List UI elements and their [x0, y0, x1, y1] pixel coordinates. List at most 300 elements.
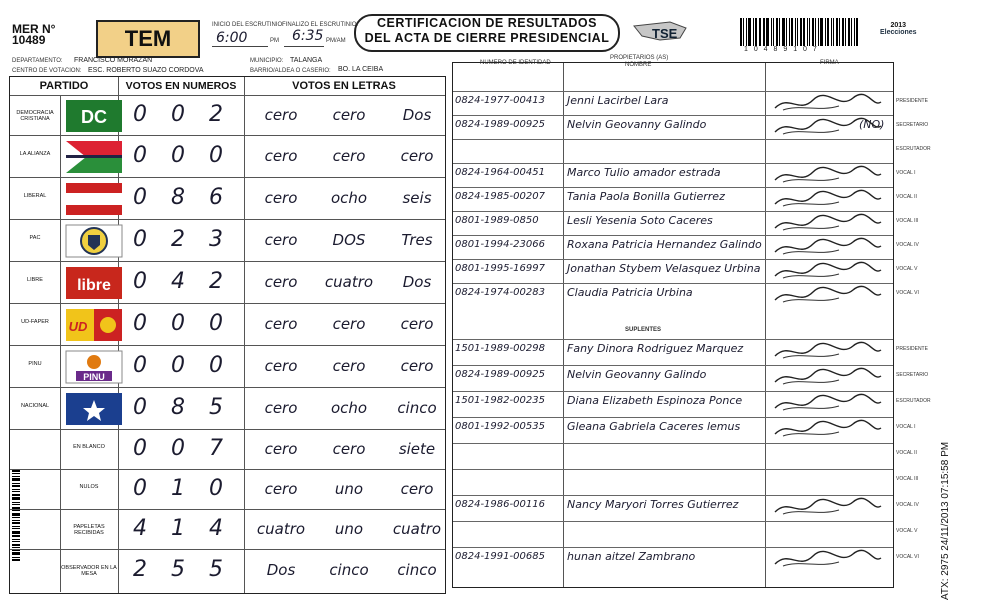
municipio-value: TALANGA	[290, 57, 323, 64]
official-row	[453, 259, 893, 282]
vote-word: cuatro	[324, 273, 374, 291]
signature-icon	[769, 212, 887, 234]
vote-digit: 2	[209, 269, 223, 294]
bar	[12, 547, 20, 548]
official-name: Fany Dinora Rodriguez Marquez	[567, 342, 744, 355]
official-note: (NO)	[859, 118, 885, 131]
col-divider	[60, 346, 61, 388]
official-name: Nancy Maryori Torres Gutierrez	[567, 498, 739, 511]
vote-digit: 0	[171, 143, 185, 168]
inicio-time: 6:00	[216, 30, 248, 46]
header-propietarios: PROPIETARIOS (AS)	[610, 55, 669, 61]
vote-digit: 8	[171, 185, 185, 210]
signature-icon	[769, 236, 887, 258]
vote-digit: 1	[171, 476, 185, 501]
vote-digit: 4	[209, 516, 223, 541]
signature-icon	[769, 548, 887, 570]
role-label: VOCAL V	[896, 266, 918, 272]
tse-logo	[630, 18, 690, 52]
bar	[786, 18, 787, 46]
bar	[820, 18, 823, 46]
vote-digit: 0	[171, 311, 185, 336]
bar	[854, 18, 855, 46]
signature-icon	[769, 366, 887, 388]
official-row	[453, 495, 893, 518]
role-label: VOCAL I	[896, 170, 916, 176]
role-label: VOCAL V	[896, 528, 918, 534]
header-identidad: NUMERO DE IDENTIDAD	[480, 60, 551, 66]
bar	[12, 485, 20, 487]
bar	[760, 18, 761, 46]
vote-word: cero	[264, 147, 298, 165]
identity-number: 0824-1977-00413	[455, 95, 545, 106]
party-name: NACIONAL	[20, 403, 50, 409]
bar	[763, 18, 765, 46]
vote-digit: 0	[171, 102, 185, 127]
bar	[779, 18, 780, 46]
results-row	[10, 135, 445, 178]
identity-number: 0824-1986-00116	[455, 499, 545, 510]
bar	[812, 18, 814, 46]
centro-value: ESC. ROBERTO SUAZO CORDOVA	[88, 67, 204, 74]
official-name: Jonathan Stybem Velasquez Urbina	[567, 262, 761, 275]
vote-word: cero	[264, 106, 298, 124]
official-name: Nelvin Geovanny Galindo	[567, 118, 707, 131]
official-name: Gleana Gabriela Caceres lemus	[567, 420, 741, 433]
vote-digit: 0	[133, 269, 147, 294]
official-name: Roxana Patricia Hernandez Galindo	[567, 238, 762, 251]
honduras-map-icon	[630, 18, 690, 52]
role-label: VOCAL VI	[896, 554, 919, 560]
official-row	[453, 115, 893, 138]
role-label: VOCAL VI	[896, 290, 919, 296]
bar	[771, 18, 772, 46]
party-name: DEMOCRACIA CRISTIANA	[16, 110, 54, 122]
results-row	[10, 261, 445, 304]
dc-logo-icon	[62, 98, 126, 134]
vote-digit: 5	[209, 557, 223, 582]
signature-icon	[769, 392, 887, 414]
vote-word: cero	[264, 315, 298, 333]
bar	[12, 557, 20, 558]
vote-word: Dos	[266, 561, 296, 579]
role-label: VOCAL IV	[896, 242, 919, 248]
official-row	[453, 139, 893, 162]
role-label: VOCAL III	[896, 476, 919, 482]
party-name: OBSERVADOR EN LA MESA	[61, 565, 117, 577]
bar	[740, 18, 742, 46]
bar	[12, 504, 20, 505]
vote-word: ocho	[330, 189, 368, 207]
identity-number: 0824-1974-00283	[455, 287, 545, 298]
vote-digit: 0	[133, 185, 147, 210]
bar	[803, 18, 805, 46]
bar	[748, 18, 751, 46]
official-name: Diana Elizabeth Espinoza Ponce	[567, 394, 743, 407]
role-label: PRESIDENTE	[896, 98, 928, 104]
bar	[743, 18, 744, 46]
bar	[12, 528, 20, 529]
official-name: hunan aitzel Zambrano	[567, 550, 696, 563]
inicio-line	[212, 46, 268, 47]
svg-text:DC: DC	[81, 107, 107, 127]
bar	[782, 18, 785, 46]
vote-digit: 5	[171, 557, 185, 582]
results-row	[10, 95, 445, 136]
bar	[12, 526, 20, 527]
official-row	[453, 443, 893, 466]
bar	[746, 18, 747, 46]
suplentes-heading: SUPLENTES	[625, 327, 662, 333]
bar	[12, 522, 20, 524]
bar	[795, 18, 796, 46]
vote-word: seis	[402, 189, 432, 207]
vote-word: cero	[332, 357, 366, 375]
results-row	[10, 177, 445, 220]
nacional-flag-icon	[62, 391, 126, 427]
col-divider	[60, 136, 61, 178]
vote-word: cinco	[397, 399, 437, 417]
vote-word: cero	[332, 315, 366, 333]
role-label: VOCAL III	[896, 218, 919, 224]
results-row	[10, 469, 445, 510]
title-line-2: DEL ACTA DE CIERRE PRESIDENCIAL	[364, 31, 610, 45]
liberal-flag-icon	[62, 181, 126, 217]
signature-icon	[769, 496, 887, 518]
tse-text: TSE	[652, 26, 678, 41]
results-row	[10, 429, 445, 470]
bar	[12, 552, 20, 555]
vote-digit: 0	[209, 353, 223, 378]
vote-digit: 4	[133, 516, 147, 541]
vote-word: Tres	[401, 231, 433, 249]
col-divider	[60, 470, 61, 510]
role-label: SECRETARIO	[896, 122, 929, 128]
bar	[800, 18, 803, 46]
vote-digit: 0	[133, 311, 147, 336]
official-row	[453, 521, 893, 544]
official-row	[453, 235, 893, 258]
vote-word: Dos	[402, 106, 432, 124]
vote-digit: 0	[133, 436, 147, 461]
elecciones-text: Elecciones	[880, 29, 917, 36]
role-label: VOCAL IV	[896, 502, 919, 508]
bar	[827, 18, 829, 46]
official-row	[453, 187, 893, 210]
vote-digit: 0	[209, 311, 223, 336]
official-row	[453, 391, 893, 414]
identity-number: 0801-1995-16997	[455, 263, 545, 274]
role-label: PRESIDENTE	[896, 346, 928, 352]
signature-icon	[769, 116, 887, 138]
vote-word: cero	[400, 480, 434, 498]
bar	[848, 18, 850, 46]
results-row	[10, 345, 445, 388]
bar	[12, 491, 20, 492]
results-row	[10, 387, 445, 430]
timestamp-stamp: ATX: 2975 24/11/2013 07:15:58 PM	[940, 441, 951, 600]
signature-icon	[769, 340, 887, 362]
bar	[12, 541, 20, 542]
signature-icon	[769, 260, 887, 282]
official-name: Tania Paola Bonilla Gutierrez	[567, 190, 725, 203]
col-divider	[60, 388, 61, 430]
official-row	[453, 211, 893, 234]
vote-word: Dos	[402, 273, 432, 291]
tem-box: TEM	[96, 20, 200, 58]
bar	[809, 18, 810, 46]
vote-digit: 0	[209, 476, 223, 501]
role-label: SECRETARIO	[896, 372, 929, 378]
identity-number: 0824-1991-00685	[455, 551, 545, 562]
vote-digit: 1	[171, 516, 185, 541]
final-time: 6:35	[292, 28, 324, 44]
pm-label: PM	[270, 38, 279, 44]
vote-digit: 0	[133, 143, 147, 168]
bar	[825, 18, 826, 46]
col-divider	[60, 550, 61, 592]
bar	[12, 502, 20, 503]
bar	[12, 539, 20, 540]
vote-word: cero	[264, 189, 298, 207]
bar	[12, 520, 20, 521]
vote-digit: 6	[209, 185, 223, 210]
official-row	[453, 91, 893, 114]
bar	[791, 18, 793, 46]
vote-word: cinco	[329, 561, 369, 579]
col-divider	[60, 220, 61, 262]
official-name: Lesli Yesenia Soto Caceres	[567, 214, 713, 227]
bar	[12, 478, 20, 481]
role-label: VOCAL I	[896, 424, 916, 430]
bar	[12, 517, 20, 518]
vote-digit: 0	[133, 395, 147, 420]
departamento-value: FRANCISCO MORAZAN	[74, 57, 153, 64]
vote-digit: 7	[209, 436, 223, 461]
pm-am-label: PM/AM	[326, 38, 346, 44]
vote-word: cero	[264, 480, 298, 498]
elecciones-logo	[880, 22, 917, 36]
identity-number: 0824-1964-00451	[455, 167, 545, 178]
official-row	[453, 547, 893, 570]
vote-digit: 0	[133, 227, 147, 252]
vote-word: cero	[264, 440, 298, 458]
vote-word: cero	[264, 357, 298, 375]
bar	[12, 497, 20, 500]
vote-digit: 8	[171, 395, 185, 420]
signature-icon	[769, 418, 887, 440]
official-row	[453, 163, 893, 186]
vote-word: siete	[398, 440, 436, 458]
vote-digit: 2	[171, 227, 185, 252]
bar	[776, 18, 778, 46]
identity-number: 0801-1989-0850	[455, 215, 539, 226]
bar	[12, 470, 20, 472]
bar	[12, 494, 20, 496]
mer-number	[12, 24, 55, 46]
vote-word: ocho	[330, 399, 368, 417]
official-name: Jenni Lacirbel Lara	[567, 94, 669, 107]
bar	[753, 18, 754, 46]
svg-text:libre: libre	[77, 277, 111, 294]
municipio-label: MUNICIPIO:	[250, 58, 284, 64]
vote-word: cero	[400, 315, 434, 333]
bar	[818, 18, 819, 46]
results-row	[10, 509, 445, 550]
bar	[755, 18, 757, 46]
vote-digit: 0	[171, 436, 185, 461]
bar	[12, 483, 20, 484]
vote-digit: 4	[171, 269, 185, 294]
signature-icon	[769, 92, 887, 114]
vote-word: cuatro	[256, 520, 306, 538]
bar	[12, 544, 20, 546]
pinu-logo-icon	[62, 349, 126, 385]
vote-word: cinco	[397, 561, 437, 579]
inicio-label: INICIO DEL ESCRUTINIO:	[212, 22, 284, 28]
role-label: ESCRUTADOR	[896, 146, 931, 152]
bar	[12, 531, 20, 534]
bar	[845, 18, 846, 46]
mer-label: MER N°	[12, 22, 56, 36]
identity-number: 0824-1989-00925	[455, 369, 545, 380]
official-row	[453, 469, 893, 492]
bar	[12, 510, 20, 511]
vote-word: cero	[264, 231, 298, 249]
svg-text:PINU: PINU	[83, 372, 105, 382]
bar	[856, 18, 858, 46]
party-name: LIBRE	[27, 277, 43, 283]
vote-digit: 3	[209, 227, 223, 252]
party-name: PAPELETAS RECIBIDAS	[73, 524, 105, 536]
svg-text:UD: UD	[68, 319, 88, 334]
identity-number: 1501-1989-00298	[455, 343, 545, 354]
col-divider	[60, 304, 61, 346]
bar	[797, 18, 798, 46]
header-votos-letras: VOTOS EN LETRAS	[292, 80, 396, 92]
col-divider	[60, 430, 61, 470]
final-line	[284, 46, 324, 47]
bar	[12, 476, 20, 477]
libre-logo-icon	[62, 265, 126, 301]
vote-word: cero	[400, 357, 434, 375]
bar	[12, 513, 20, 516]
vote-word: uno	[334, 520, 364, 538]
vote-digit: 0	[171, 353, 185, 378]
side-barcode	[12, 470, 20, 580]
mer-value: 10489	[12, 33, 46, 47]
results-row	[10, 303, 445, 346]
results-table	[9, 76, 446, 594]
vote-word: cero	[332, 440, 366, 458]
vote-word: uno	[334, 480, 364, 498]
official-name: Marco Tulio amador estrada	[567, 166, 721, 179]
barcode	[740, 18, 860, 46]
departamento-label: DEPARTAMENTO:	[12, 58, 63, 64]
alianza-flag-icon	[62, 139, 126, 175]
vote-digit: 5	[209, 395, 223, 420]
bar	[831, 18, 832, 46]
ud-logo-icon	[62, 307, 126, 343]
vote-word: cuatro	[392, 520, 442, 538]
identity-number: 0801-1992-00535	[455, 421, 545, 432]
official-name: Claudia Patricia Urbina	[567, 286, 693, 299]
official-row	[453, 283, 893, 306]
title-line-1: CERTIFICACION DE RESULTADOS	[377, 16, 597, 30]
header-partido: PARTIDO	[39, 80, 89, 92]
bar	[12, 535, 20, 537]
signature-icon	[769, 164, 887, 186]
col-divider	[60, 178, 61, 220]
bar	[839, 18, 840, 46]
party-name: EN BLANCO	[73, 444, 105, 450]
bar	[851, 18, 852, 46]
results-row	[10, 219, 445, 262]
vote-word: cero	[332, 106, 366, 124]
official-row	[453, 365, 893, 388]
vote-word: cero	[264, 273, 298, 291]
bar	[836, 18, 838, 46]
identity-number: 0824-1989-00925	[455, 119, 545, 130]
bar	[815, 18, 816, 46]
header-firma: FIRMA	[820, 60, 839, 66]
final-label: FINALIZO EL ESCRUTINIO:	[282, 22, 359, 28]
col-divider	[60, 96, 61, 136]
pac-logo-icon	[62, 223, 126, 259]
bar	[12, 550, 20, 551]
bar	[12, 507, 20, 509]
party-name: LIBERAL	[23, 193, 47, 199]
header-nombre: NOMBRE	[625, 62, 652, 68]
results-row	[10, 549, 445, 592]
vote-digit: 0	[133, 476, 147, 501]
official-row	[453, 339, 893, 362]
role-label: VOCAL II	[896, 450, 917, 456]
bar	[773, 18, 774, 46]
party-name: NULOS	[79, 484, 99, 490]
col-divider	[60, 262, 61, 304]
officials-table	[452, 62, 894, 588]
party-name: PAC	[29, 235, 41, 241]
official-name: Nelvin Geovanny Galindo	[567, 368, 707, 381]
vote-word: cero	[332, 147, 366, 165]
bar	[766, 18, 769, 46]
vote-digit: 0	[209, 143, 223, 168]
document-title	[354, 14, 620, 52]
vote-digit: 2	[133, 557, 147, 582]
bar	[12, 473, 20, 474]
identity-number: 0824-1985-00207	[455, 191, 545, 202]
party-name: LA ALIANZA	[19, 151, 51, 157]
barcode-number: 1 0 4 8 9 1 0 7	[744, 46, 819, 53]
role-label: ESCRUTADOR	[896, 398, 931, 404]
vote-word: cero	[400, 147, 434, 165]
bar	[789, 18, 790, 46]
col-divider	[60, 510, 61, 550]
bar	[12, 559, 20, 561]
identity-number: 0801-1994-23066	[455, 239, 545, 250]
vote-digit: 0	[133, 102, 147, 127]
party-name: UD-FAPER	[21, 319, 49, 325]
signature-icon	[769, 284, 887, 306]
barrio-value: BO. LA CEIBA	[338, 66, 384, 73]
official-row	[453, 417, 893, 440]
party-name: PINU	[28, 361, 42, 367]
bar	[12, 489, 20, 490]
bar	[759, 18, 760, 46]
vote-digit: 0	[133, 353, 147, 378]
centro-label: CENTRO DE VOTACION:	[12, 68, 82, 74]
